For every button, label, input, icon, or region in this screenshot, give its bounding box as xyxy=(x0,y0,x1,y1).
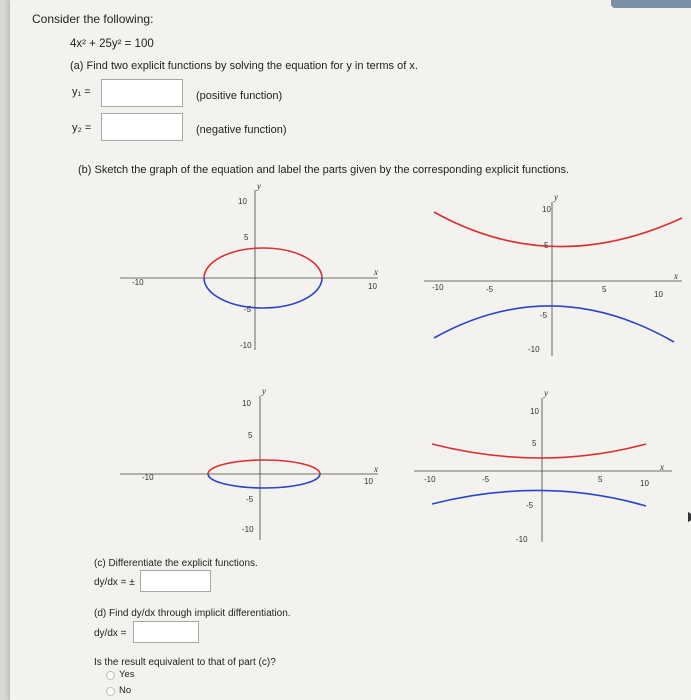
tick-y-neg5: -5 xyxy=(244,305,252,314)
y-axis-label: y xyxy=(262,386,266,396)
part-c-prompt: (c) Differentiate the explicit functions. xyxy=(94,558,258,569)
x-axis-label: x xyxy=(374,267,378,277)
part-a-prompt: (a) Find two explicit functions by solving the equation for y in terms of x. xyxy=(70,60,418,72)
negative-curve xyxy=(432,490,646,506)
y-axis-label: y xyxy=(257,181,261,191)
yes-radio[interactable] xyxy=(106,671,115,680)
tick-x-neg10: -10 xyxy=(424,475,436,484)
tick-y-neg10: -10 xyxy=(528,345,540,354)
y1-hint: (positive function) xyxy=(196,90,283,102)
y2-hint: (negative function) xyxy=(196,124,287,136)
tick-x-neg5: -5 xyxy=(482,475,490,484)
positive-curve xyxy=(208,460,320,474)
x-axis-label: x xyxy=(660,462,664,472)
tick-x-neg10: -10 xyxy=(142,473,154,482)
tick-x-10: 10 xyxy=(654,290,663,299)
tick-x-neg10: -10 xyxy=(432,283,444,292)
tick-y-neg10: -10 xyxy=(240,341,252,350)
tick-y-5: 5 xyxy=(544,241,549,250)
x-axis-label: x xyxy=(674,271,678,281)
part-b-prompt: (b) Sketch the graph of the equation and label the parts given by the corresponding explicit functions. xyxy=(78,164,570,176)
tick-y-neg10: -10 xyxy=(516,535,528,544)
tick-y-5: 5 xyxy=(248,431,253,440)
y-axis-label: y xyxy=(554,192,558,202)
tick-x-10: 10 xyxy=(368,282,377,291)
y2-label: y₂ = xyxy=(72,122,92,134)
tick-y-5: 5 xyxy=(532,439,537,448)
dydx-explicit-input[interactable] xyxy=(140,570,211,592)
tick-y-10: 10 xyxy=(242,399,251,408)
y1-label: y₁ = xyxy=(72,86,91,98)
equation: 4x² + 25y² = 100 xyxy=(70,38,154,50)
tick-y-5: 5 xyxy=(244,233,249,242)
graph-option-b[interactable] xyxy=(424,188,684,358)
negative-curve xyxy=(204,278,322,308)
tick-x-5: 5 xyxy=(602,285,607,294)
part-d-prompt: (d) Find dy/dx through implicit differentiation. xyxy=(94,608,291,619)
tick-y-10: 10 xyxy=(530,407,539,416)
equivalence-prompt: Is the result equivalent to that of part (c)? xyxy=(94,657,276,668)
y-axis-label: y xyxy=(544,388,548,398)
x-axis-label: x xyxy=(374,464,378,474)
positive-curve xyxy=(434,212,682,247)
section-tab xyxy=(611,0,691,8)
yes-label[interactable]: Yes xyxy=(119,669,135,680)
tick-y-neg5: -5 xyxy=(526,501,534,510)
tick-y-10: 10 xyxy=(542,205,551,214)
dydx-implicit-input[interactable] xyxy=(133,621,199,643)
tick-x-5: 5 xyxy=(598,475,603,484)
tick-y-neg5: -5 xyxy=(246,495,254,504)
graph-option-c[interactable] xyxy=(120,382,380,542)
question-page xyxy=(10,0,691,700)
graph-option-a[interactable] xyxy=(120,182,380,352)
positive-curve xyxy=(204,248,322,278)
tick-y-10: 10 xyxy=(238,197,247,206)
tick-x-neg5: -5 xyxy=(486,285,494,294)
negative-curve xyxy=(434,306,674,342)
tick-y-neg5: -5 xyxy=(540,311,548,320)
tick-x-neg10: -10 xyxy=(132,278,144,287)
tick-x-10: 10 xyxy=(640,479,649,488)
tick-x-10: 10 xyxy=(364,477,373,486)
tick-y-neg10: -10 xyxy=(242,525,254,534)
y1-input[interactable] xyxy=(101,79,183,107)
question-intro: Consider the following: xyxy=(32,12,154,26)
part-d-label: dy/dx = xyxy=(94,628,127,639)
no-label[interactable]: No xyxy=(119,685,132,696)
positive-curve xyxy=(432,444,646,458)
negative-curve xyxy=(208,474,320,488)
no-radio[interactable] xyxy=(106,687,115,696)
graph-option-d[interactable] xyxy=(414,384,674,544)
part-c-label: dy/dx = ± xyxy=(94,577,135,588)
y2-input[interactable] xyxy=(101,113,183,141)
